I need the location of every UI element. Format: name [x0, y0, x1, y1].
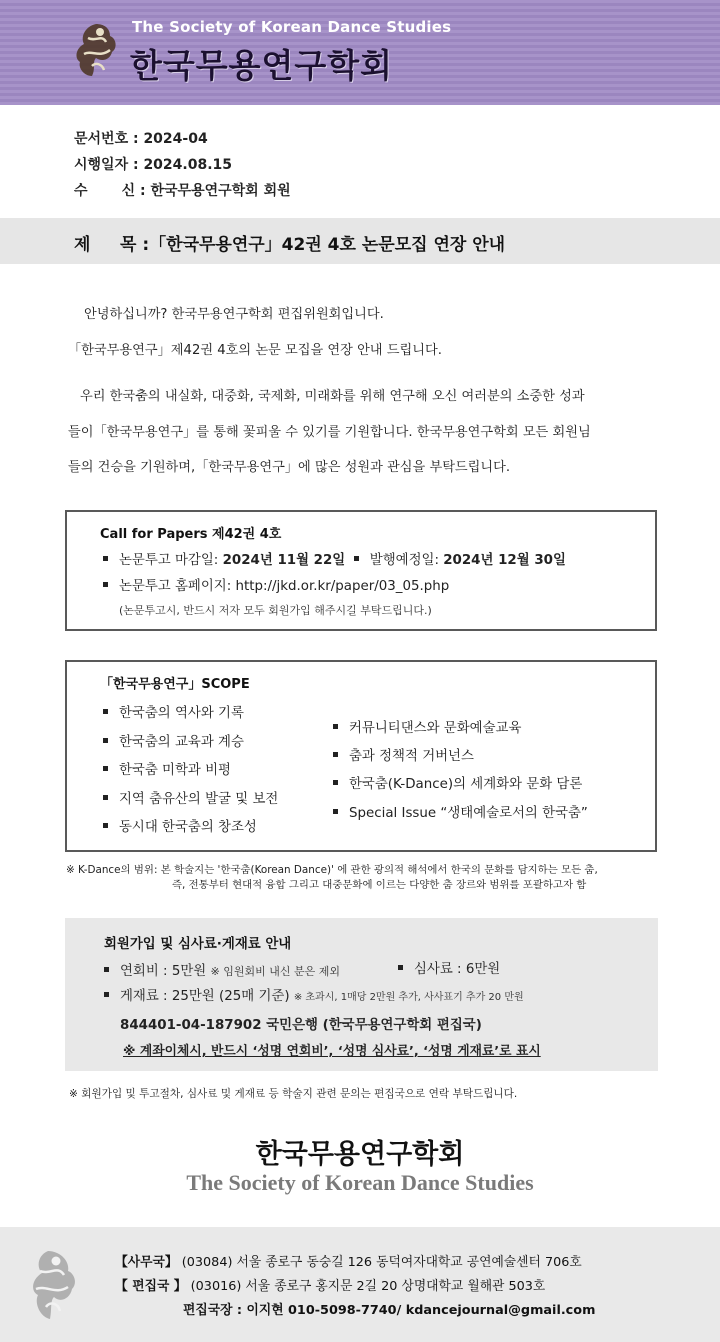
society-name-ko: 한국무용연구학회: [130, 46, 394, 85]
recipient: 수 신 : 한국무용연구학회 회원: [74, 183, 291, 199]
transfer-note: ※ 계좌이체시, 반드시 ‘성명 연회비’, ‘성명 심사료’, ‘성명 게재료’로 표시: [123, 1044, 541, 1059]
society-name-en: The Society of Korean Dance Studies: [132, 18, 452, 36]
annual-fee-note: ※ 임원회비 내신 분은 제외: [210, 965, 340, 978]
scope-left-item: 지역 춤유산의 발굴 및 보전: [103, 788, 278, 807]
homepage-link[interactable]: 논문투고 홈페이지: http://jkd.or.kr/paper/03_05.php: [119, 579, 450, 594]
deadline-date: 2024년 11월 22일: [222, 553, 346, 568]
call-for-papers-box: [65, 510, 657, 631]
scope-right-item: Special Issue “생태예술로서의 한국춤”: [333, 802, 588, 821]
document-number: 문서번호 : 2024-04: [74, 131, 208, 147]
editor-contact[interactable]: 편집국장 : 이지현 010-5098-7740/ kdancejournal@gmail.com: [183, 1303, 596, 1318]
homepage-item[interactable]: [103, 575, 449, 594]
editorial-label: 【 편집국 】: [115, 1279, 187, 1294]
scope-right-item: 커뮤니티댄스와 문화예술교육: [333, 717, 521, 736]
bullet-icon: [354, 556, 359, 561]
scope-left-item: 한국춤의 교육과 계승: [103, 731, 244, 750]
inquiry-note: ※ 회원가입 및 투고절차, 심사료 및 게재료 등 학술지 관련 문의는 편집국으로 연락 부탁드립니다.: [69, 1088, 518, 1100]
bullet-icon: [103, 766, 108, 771]
office-address: 【사무국】 (03084) 서울 종로구 동숭길 126 동덕여자대학교 공연예술센터 706호: [115, 1255, 582, 1270]
editorial-address: 【 편집국 】 (03016) 서울 종로구 홍지문 2길 20 상명대학교 월해관 503호: [115, 1279, 546, 1294]
office-label: 【사무국】: [115, 1255, 178, 1270]
scope-right-item: 춤과 정책적 거버넌스: [333, 745, 474, 764]
review-fee: 심사료 : 6만원: [398, 958, 500, 977]
scope-left-item: 한국춤의 역사와 기록: [103, 702, 244, 721]
bullet-icon: [103, 795, 108, 800]
subject-bar: [0, 218, 720, 264]
annual-fee: 연회비 : 5만원 ※ 임원회비 내신 분은 제외: [104, 960, 340, 979]
membership-title: 회원가입 및 심사료·게재료 안내: [104, 937, 292, 952]
body-line-1: 우리 한국춤의 내실화, 대중화, 국제화, 미래화를 위해 연구해 오신 여러분의 소중한 성과: [80, 389, 585, 404]
contact-footer: [0, 1227, 720, 1342]
header-banner: [0, 0, 720, 105]
bullet-icon: [103, 823, 108, 828]
dancer-logo-icon: [20, 1243, 86, 1325]
bullet-icon: [333, 724, 338, 729]
bullet-icon: [333, 780, 338, 785]
call-title: Call for Papers 제42권 4호: [100, 527, 282, 542]
issue-date: 시행일자 : 2024.08.15: [74, 157, 233, 173]
scope-left-item: 동시대 한국춤의 창조성: [103, 816, 257, 835]
publication-fee-note: ※ 초과시, 1매당 2만원 추가, 사사표기 추가 20 만원: [293, 992, 524, 1003]
scope-left-item: 한국춤 미학과 비평: [103, 759, 231, 778]
footer-society-ko: 한국무용연구학회: [255, 1139, 465, 1170]
footer-society-en: The Society of Korean Dance Studies: [186, 1170, 534, 1195]
publish-date: 2024년 12월 30일: [443, 553, 566, 568]
bullet-icon: [333, 752, 338, 757]
body-line-3: 들의 건승을 기원하며,「한국무용연구」에 많은 성원과 관심을 부탁드립니다.: [68, 460, 511, 475]
dancer-logo-icon: [66, 18, 130, 82]
publication-fee: 게재료 : 25만원 (25매 기준) ※ 초과시, 1매당 2만원 추가, 사사표기 추가 20 만원: [104, 985, 524, 1004]
bullet-icon: [333, 809, 338, 814]
bullet-icon: [103, 709, 108, 714]
bullet-icon: [103, 556, 108, 561]
greeting: 안녕하십니까? 한국무용연구학회 편집위원회입니다.: [84, 307, 384, 322]
deadline-item: 논문투고 마감일: 2024년 11월 22일 발행예정일: 2024년 12월 30일: [103, 549, 566, 568]
bullet-icon: [104, 992, 109, 997]
intro-line: 「한국무용연구」제42권 4호의 논문 모집을 연장 안내 드립니다.: [68, 343, 442, 358]
kdance-scope-note: ※ K-Dance의 범위: 본 학술지는 '한국춤(Korean Dance)' 에 관한 광의적 해석에서 한국의 문화를 담지하는 모든 춤,: [66, 864, 598, 876]
bank-account: 844401-04-187902 국민은행 (한국무용연구학회 편집국): [120, 1018, 482, 1033]
bullet-icon: [398, 965, 403, 970]
bullet-icon: [103, 738, 108, 743]
bullet-icon: [104, 967, 109, 972]
body-line-2: 들이「한국무용연구」를 통해 꽃피울 수 있기를 기원합니다. 한국무용연구학회 모든 회원님: [68, 425, 591, 440]
scope-title: 「한국무용연구」SCOPE: [100, 677, 250, 692]
kdance-scope-note-2: 즉, 전통부터 현대적 융합 그리고 대중문화에 이르는 다양한 춤 장르와 범위를 포괄하고자 함: [172, 879, 587, 891]
scope-right-item: 한국춤(K-Dance)의 세계화와 문화 담론: [333, 773, 582, 792]
homepage-note: (논문투고시, 반드시 저자 모두 회원가입 해주시길 부탁드립니다.): [119, 604, 432, 617]
subject-title: 제 목 :「한국무용연구」42권 4호 논문모집 연장 안내: [74, 235, 506, 255]
scope-box: [65, 660, 657, 852]
bullet-icon: [103, 582, 108, 587]
membership-box: [65, 918, 658, 1071]
